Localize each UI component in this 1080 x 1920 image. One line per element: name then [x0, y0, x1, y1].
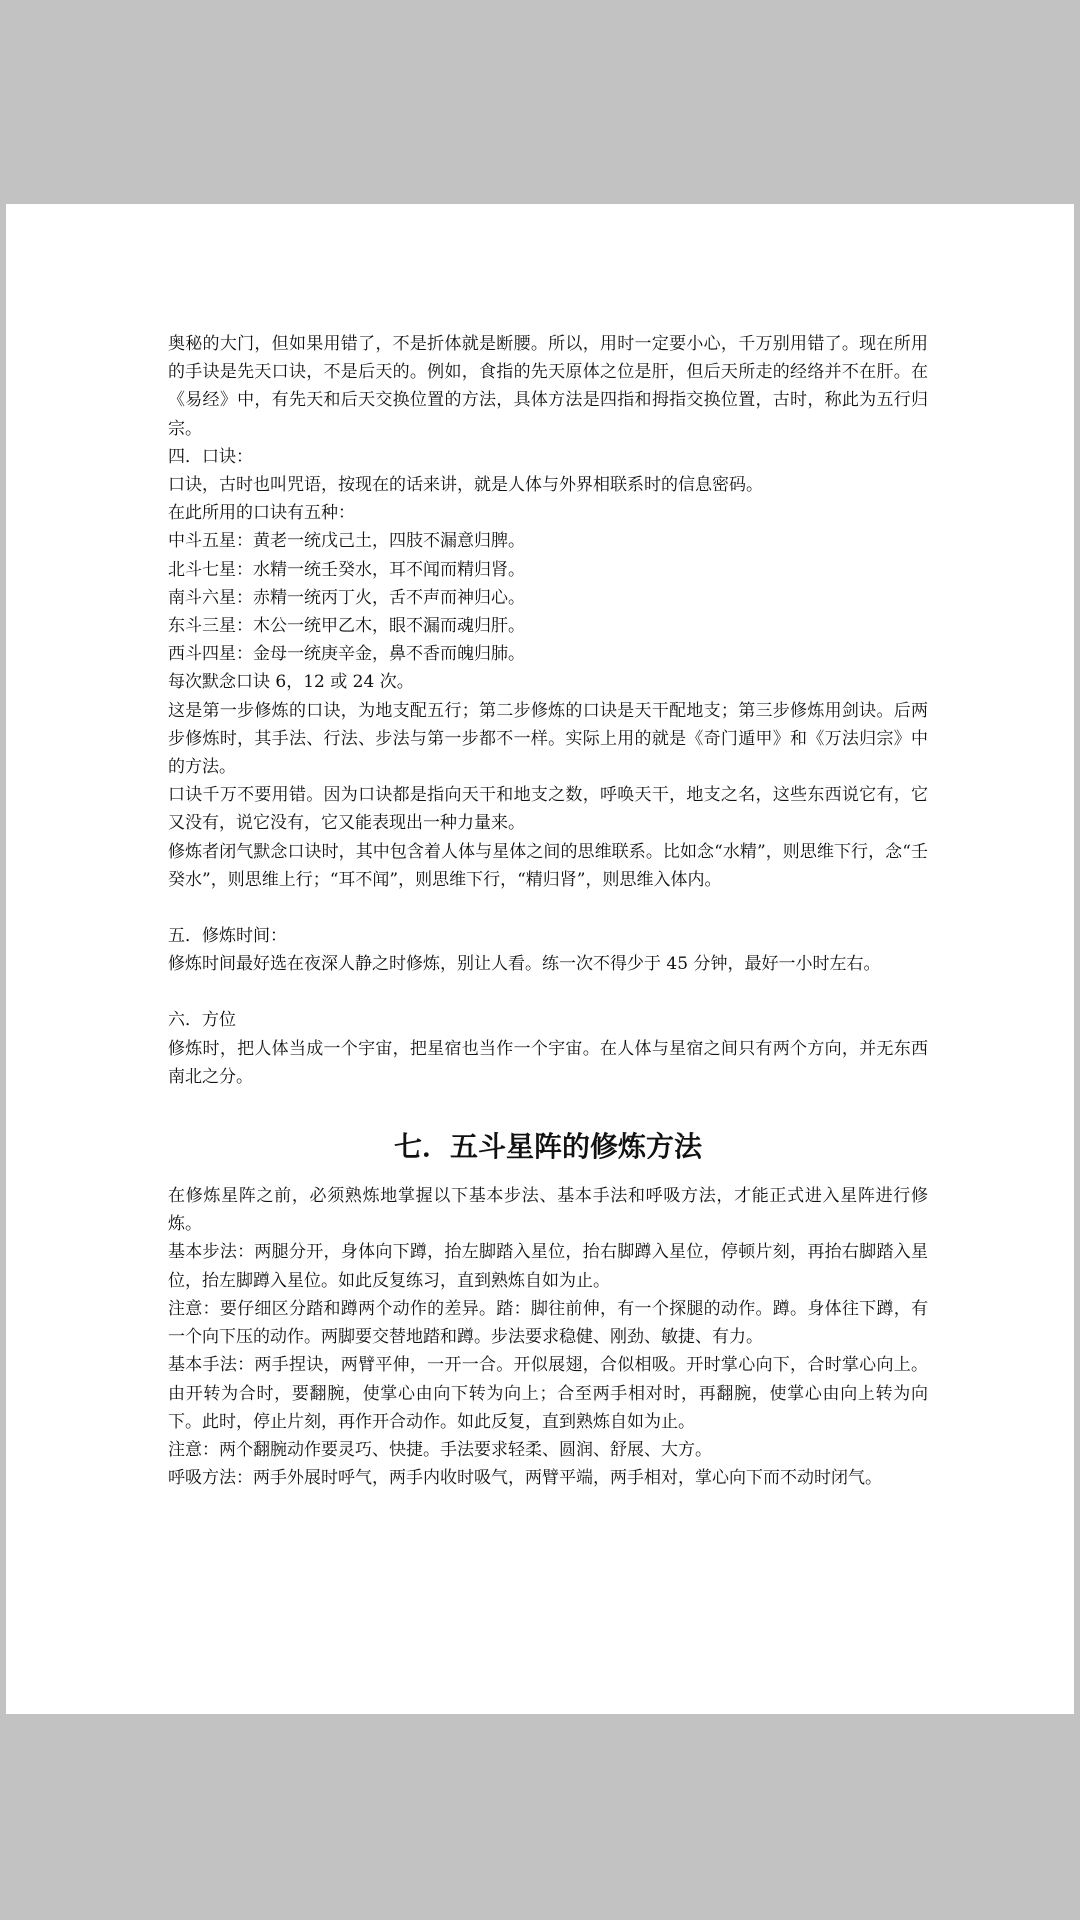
paragraph: 修炼时，把人体当成一个宇宙，把星宿也当作一个宇宙。在人体与星宿之间只有两个方向，并无东西南北之分。: [168, 1038, 928, 1087]
paragraph: 在此所用的口诀有五种：: [168, 503, 355, 524]
paragraph: 修炼者闭气默念口诀时，其中包含着人体与星体之间的思维联系。比如念“水精”，则思维下行，念“壬癸水”，则思维上行；“耳不闻”，则思维下行，“精归肾”，则思维入体内。: [168, 841, 928, 890]
paragraph: 基本手法：两手捏诀，两臂平伸，一开一合。开似展翅，合似相吸。开时掌心向下，合时掌心向上。由开转为合时，要翻腕，使掌心由向下转为向上；合至两手相对时，再翻腕，使掌心由向上转为向下。此时，停止片刻，再作开合动作。如此反复，直到熟炼自如为止。: [168, 1355, 928, 1432]
paragraph: 注意：两个翻腕动作要灵巧、快捷。手法要求轻柔、圆润、舒展、大方。: [168, 1439, 712, 1460]
formula-line: 南斗六星：赤精一统丙丁火，舌不声而神归心。: [168, 587, 525, 608]
heading-direction: 六．方位: [168, 1010, 236, 1031]
paragraph: 呼吸方法：两手外展时呼气，两手内收时吸气，两臂平端，两手相对，掌心向下而不动时闭气。: [168, 1468, 882, 1489]
spacer: [168, 894, 928, 922]
formula-line: 西斗四星：金母一统庚辛金，鼻不香而魄归肺。: [168, 644, 525, 665]
paragraph: 这是第一步修炼的口诀，为地支配五行；第二步修炼的口诀是天干配地支；第三步修炼用剑诀。后两步修炼时，其手法、行法、步法与第一步都不一样。实际上用的就是《奇门遁甲》和《万法归宗》中的方法。: [168, 700, 928, 778]
paragraph: 修炼时间最好选在夜深人静之时修炼，别让人看。练一次不得少于 45 分钟，最好一小时左右。: [168, 954, 881, 975]
paragraph: 基本步法：两腿分开，身体向下蹲，抬左脚踏入星位，抬右脚蹲入星位，停顿片刻，再抬右脚踏入星位，抬左脚蹲入星位。如此反复练习，直到熟炼自如为止。: [168, 1242, 928, 1291]
paragraph: 在修炼星阵之前，必须熟炼地掌握以下基本步法、基本手法和呼吸方法，才能正式进入星阵进行修炼。: [168, 1186, 928, 1235]
formula-line: 中斗五星：黄老一统戊己土，四肢不漏意归脾。: [168, 531, 525, 552]
paragraph: 注意：要仔细区分踏和蹲两个动作的差异。踏：脚往前伸，有一个探腿的动作。蹲。身体往下蹲，有一个向下压的动作。两脚要交替地踏和蹲。步法要求稳健、刚劲、敏捷、有力。: [168, 1298, 928, 1348]
formula-line: 北斗七星：水精一统壬癸水，耳不闻而精归肾。: [168, 559, 525, 580]
formula-line: 东斗三星：木公一统甲乙木，眼不漏而魂归肝。: [168, 616, 525, 637]
spacer: [168, 978, 928, 1006]
page-body: [168, 330, 928, 1492]
paragraph: 口诀千万不要用错。因为口诀都是指向天干和地支之数，呼唤天干，地支之名，这些东西说它有，它又没有，说它没有，它又能表现出一种力量来。: [168, 785, 928, 834]
paragraph: 奥秘的大门，但如果用错了，不是折体就是断腰。所以，用时一定要小心，千万别用错了。现在所用的手诀是先天口诀，不是后天的。例如，食指的先天原体之位是肝，但后天所走的经络并不在肝。在《易经》中，有先天和后天交换位置的方法，具体方法是四指和拇指交换位置，古时，称此为五行归宗。: [168, 334, 928, 439]
heading-oral-formula: 四．口诀：: [168, 446, 253, 467]
heading-practice-time: 五．修炼时间：: [168, 926, 287, 947]
document-page: [6, 204, 1074, 1714]
section-title: 七．五斗星阵的修炼方法: [393, 1130, 702, 1164]
paragraph: 口诀，古时也叫咒语，按现在的话来讲，就是人体与外界相联系时的信息密码。: [168, 475, 763, 496]
paragraph: 每次默念口诀 6，12 或 24 次。: [168, 672, 414, 693]
